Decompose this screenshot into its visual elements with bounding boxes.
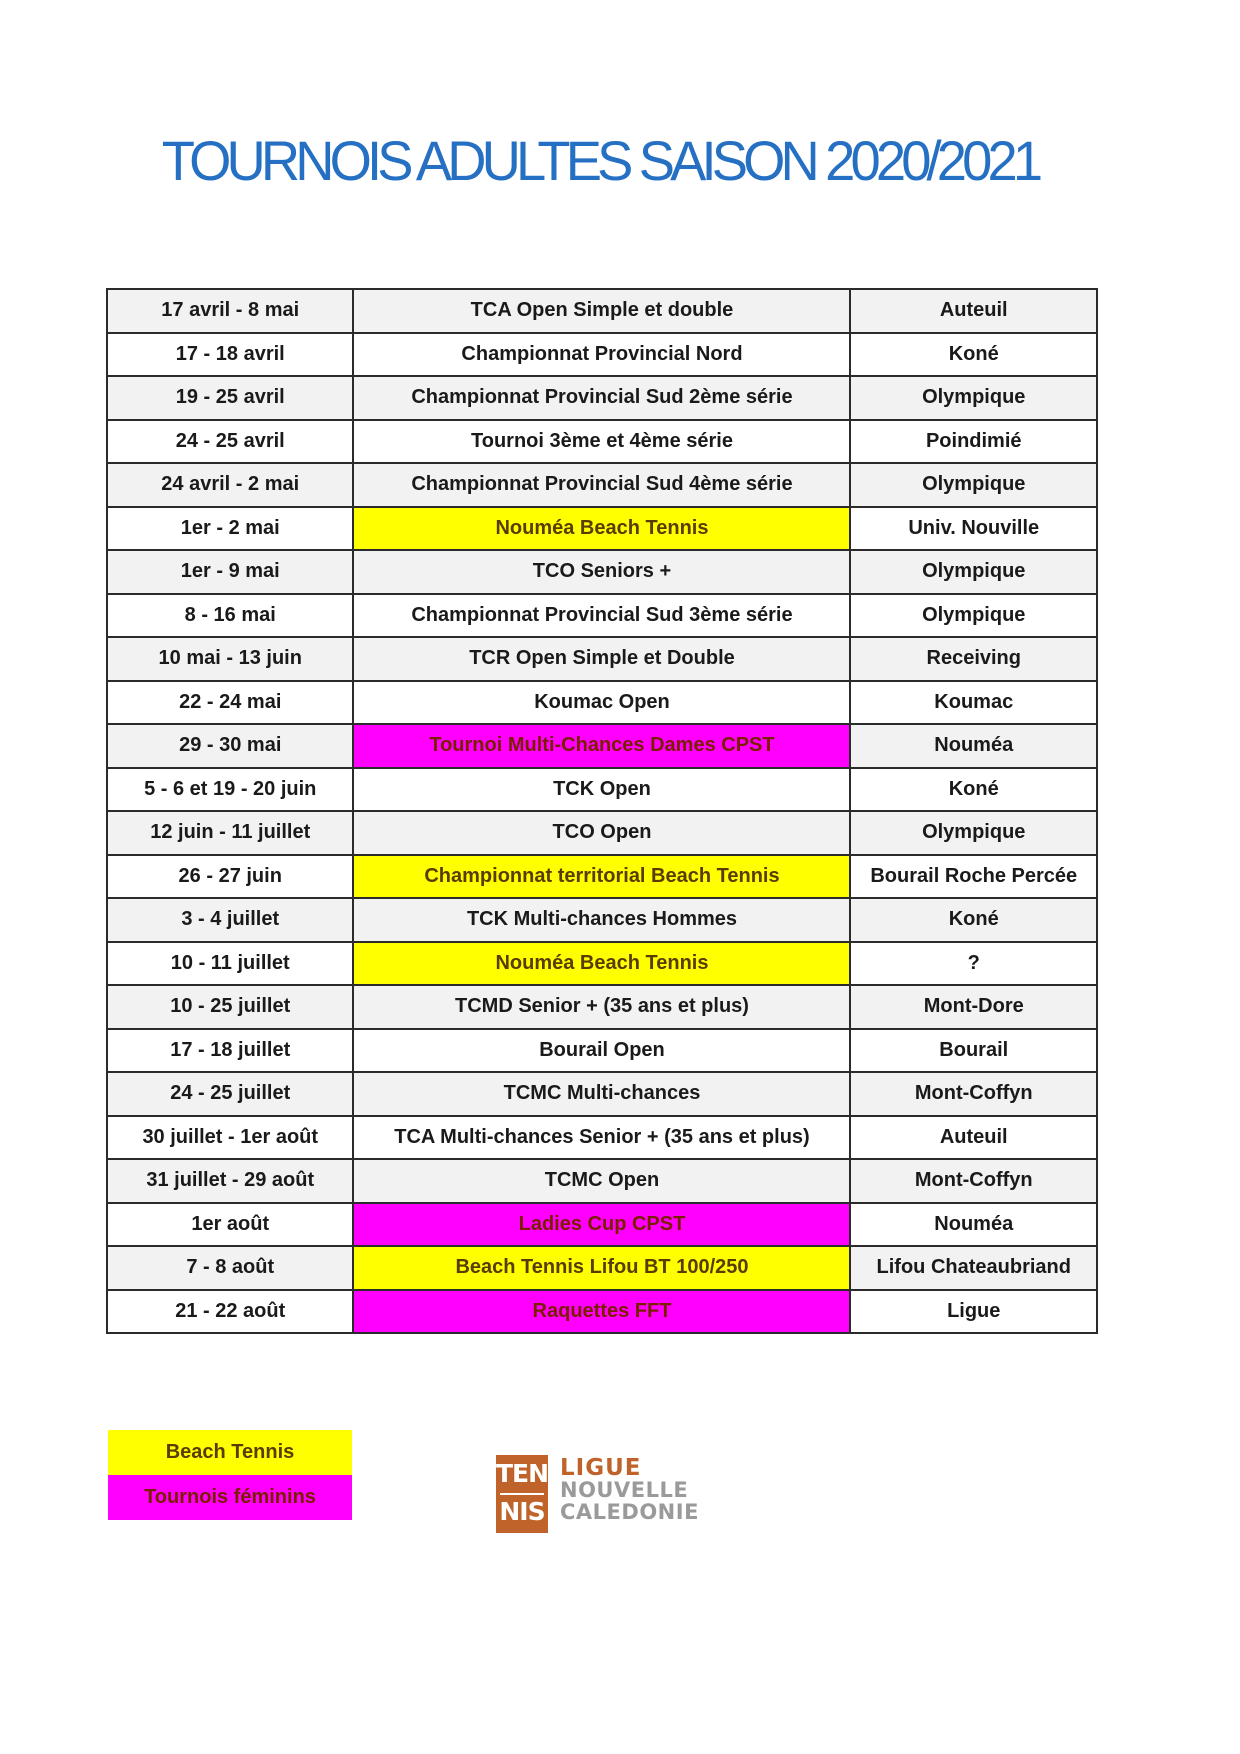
table-row [107,811,1097,855]
date-cell: 26 - 27 juin [107,855,353,899]
table-row [107,289,1097,333]
tournament-table [106,288,1098,1334]
date-cell: 29 - 30 mai [107,724,353,768]
place-cell: Koné [850,768,1097,812]
table-row [107,376,1097,420]
event-cell: Koumac Open [353,681,850,725]
table-row [107,637,1097,681]
place-cell: Koumac [850,681,1097,725]
event-cell: TCA Multi-chances Senior + (35 ans et plus) [353,1116,850,1160]
date-cell: 22 - 24 mai [107,681,353,725]
table-row [107,463,1097,507]
table-row [107,1290,1097,1334]
logo-box-top: TEN [496,1459,549,1488]
place-cell: Auteuil [850,289,1097,333]
date-cell: 17 - 18 juillet [107,1029,353,1073]
event-cell: Championnat Provincial Sud 4ème série [353,463,850,507]
date-cell: 3 - 4 juillet [107,898,353,942]
place-cell: Olympique [850,463,1097,507]
date-cell: 17 avril - 8 mai [107,289,353,333]
legend-tournois-feminins: Tournois féminins [108,1475,352,1520]
place-cell: Univ. Nouville [850,507,1097,551]
place-cell: Koné [850,333,1097,377]
place-cell: Bourail Roche Percée [850,855,1097,899]
table-row [107,420,1097,464]
event-cell: Beach Tennis Lifou BT 100/250 [353,1246,850,1290]
place-cell: Auteuil [850,1116,1097,1160]
date-cell: 24 avril - 2 mai [107,463,353,507]
date-cell: 17 - 18 avril [107,333,353,377]
date-cell: 30 juillet - 1er août [107,1116,353,1160]
date-cell: 10 mai - 13 juin [107,637,353,681]
date-cell: 24 - 25 avril [107,420,353,464]
legend [108,1430,352,1520]
date-cell: 1er - 9 mai [107,550,353,594]
table-row [107,507,1097,551]
table-row [107,985,1097,1029]
table-row [107,1246,1097,1290]
place-cell: ? [850,942,1097,986]
place-cell: Olympique [850,811,1097,855]
table-row [107,1072,1097,1116]
date-cell: 1er août [107,1203,353,1247]
event-cell: Championnat Provincial Sud 3ème série [353,594,850,638]
event-cell: Bourail Open [353,1029,850,1073]
place-cell: Olympique [850,594,1097,638]
place-cell: Koné [850,898,1097,942]
place-cell: Nouméa [850,1203,1097,1247]
event-cell: TCO Seniors + [353,550,850,594]
event-cell: TCA Open Simple et double [353,289,850,333]
date-cell: 8 - 16 mai [107,594,353,638]
place-cell: Ligue [850,1290,1097,1334]
date-cell: 5 - 6 et 19 - 20 juin [107,768,353,812]
legend-beach-tennis: Beach Tennis [108,1430,352,1475]
logo-line-3: CALEDONIE [560,1500,699,1524]
place-cell: Lifou Chateaubriand [850,1246,1097,1290]
date-cell: 1er - 2 mai [107,507,353,551]
place-cell: Bourail [850,1029,1097,1073]
table-row [107,855,1097,899]
date-cell: 24 - 25 juillet [107,1072,353,1116]
event-cell: TCO Open [353,811,850,855]
event-cell: TCR Open Simple et Double [353,637,850,681]
place-cell: Mont-Coffyn [850,1072,1097,1116]
table-row [107,898,1097,942]
place-cell: Olympique [850,550,1097,594]
event-cell: Nouméa Beach Tennis [353,507,850,551]
event-cell: TCMC Open [353,1159,850,1203]
table-row [107,1159,1097,1203]
table-row [107,550,1097,594]
place-cell: Receiving [850,637,1097,681]
date-cell: 10 - 25 juillet [107,985,353,1029]
place-cell: Poindimié [850,420,1097,464]
date-cell: 31 juillet - 29 août [107,1159,353,1203]
event-cell: TCK Open [353,768,850,812]
date-cell: 21 - 22 août [107,1290,353,1334]
date-cell: 12 juin - 11 juillet [107,811,353,855]
event-cell: Raquettes FFT [353,1290,850,1334]
event-cell: TCMD Senior + (35 ans et plus) [353,985,850,1029]
place-cell: Olympique [850,376,1097,420]
league-logo [496,1455,726,1535]
table-row [107,1029,1097,1073]
event-cell: Tournoi 3ème et 4ème série [353,420,850,464]
table-row [107,333,1097,377]
place-cell: Mont-Dore [850,985,1097,1029]
date-cell: 7 - 8 août [107,1246,353,1290]
table-row [107,724,1097,768]
table-row [107,1116,1097,1160]
event-cell: Championnat Provincial Sud 2ème série [353,376,850,420]
place-cell: Nouméa [850,724,1097,768]
page-title: TOURNOIS ADULTES SAISON 2020/2021 [161,129,1039,192]
event-cell: Nouméa Beach Tennis [353,942,850,986]
event-cell: TCK Multi-chances Hommes [353,898,850,942]
date-cell: 19 - 25 avril [107,376,353,420]
table-row [107,768,1097,812]
event-cell: TCMC Multi-chances [353,1072,850,1116]
logo-text [560,1457,699,1523]
event-cell: Championnat territorial Beach Tennis [353,855,850,899]
logo-line-1: LIGUE [560,1455,642,1481]
table-row [107,681,1097,725]
logo-box-bottom: NIS [499,1497,545,1526]
date-cell: 10 - 11 juillet [107,942,353,986]
table-row [107,594,1097,638]
event-cell: Tournoi Multi-Chances Dames CPST [353,724,850,768]
event-cell: Ladies Cup CPST [353,1203,850,1247]
place-cell: Mont-Coffyn [850,1159,1097,1203]
table-row [107,1203,1097,1247]
logo-line-2: NOUVELLE [560,1478,689,1502]
table-row [107,942,1097,986]
event-cell: Championnat Provincial Nord [353,333,850,377]
tennis-logo-icon [496,1455,548,1533]
